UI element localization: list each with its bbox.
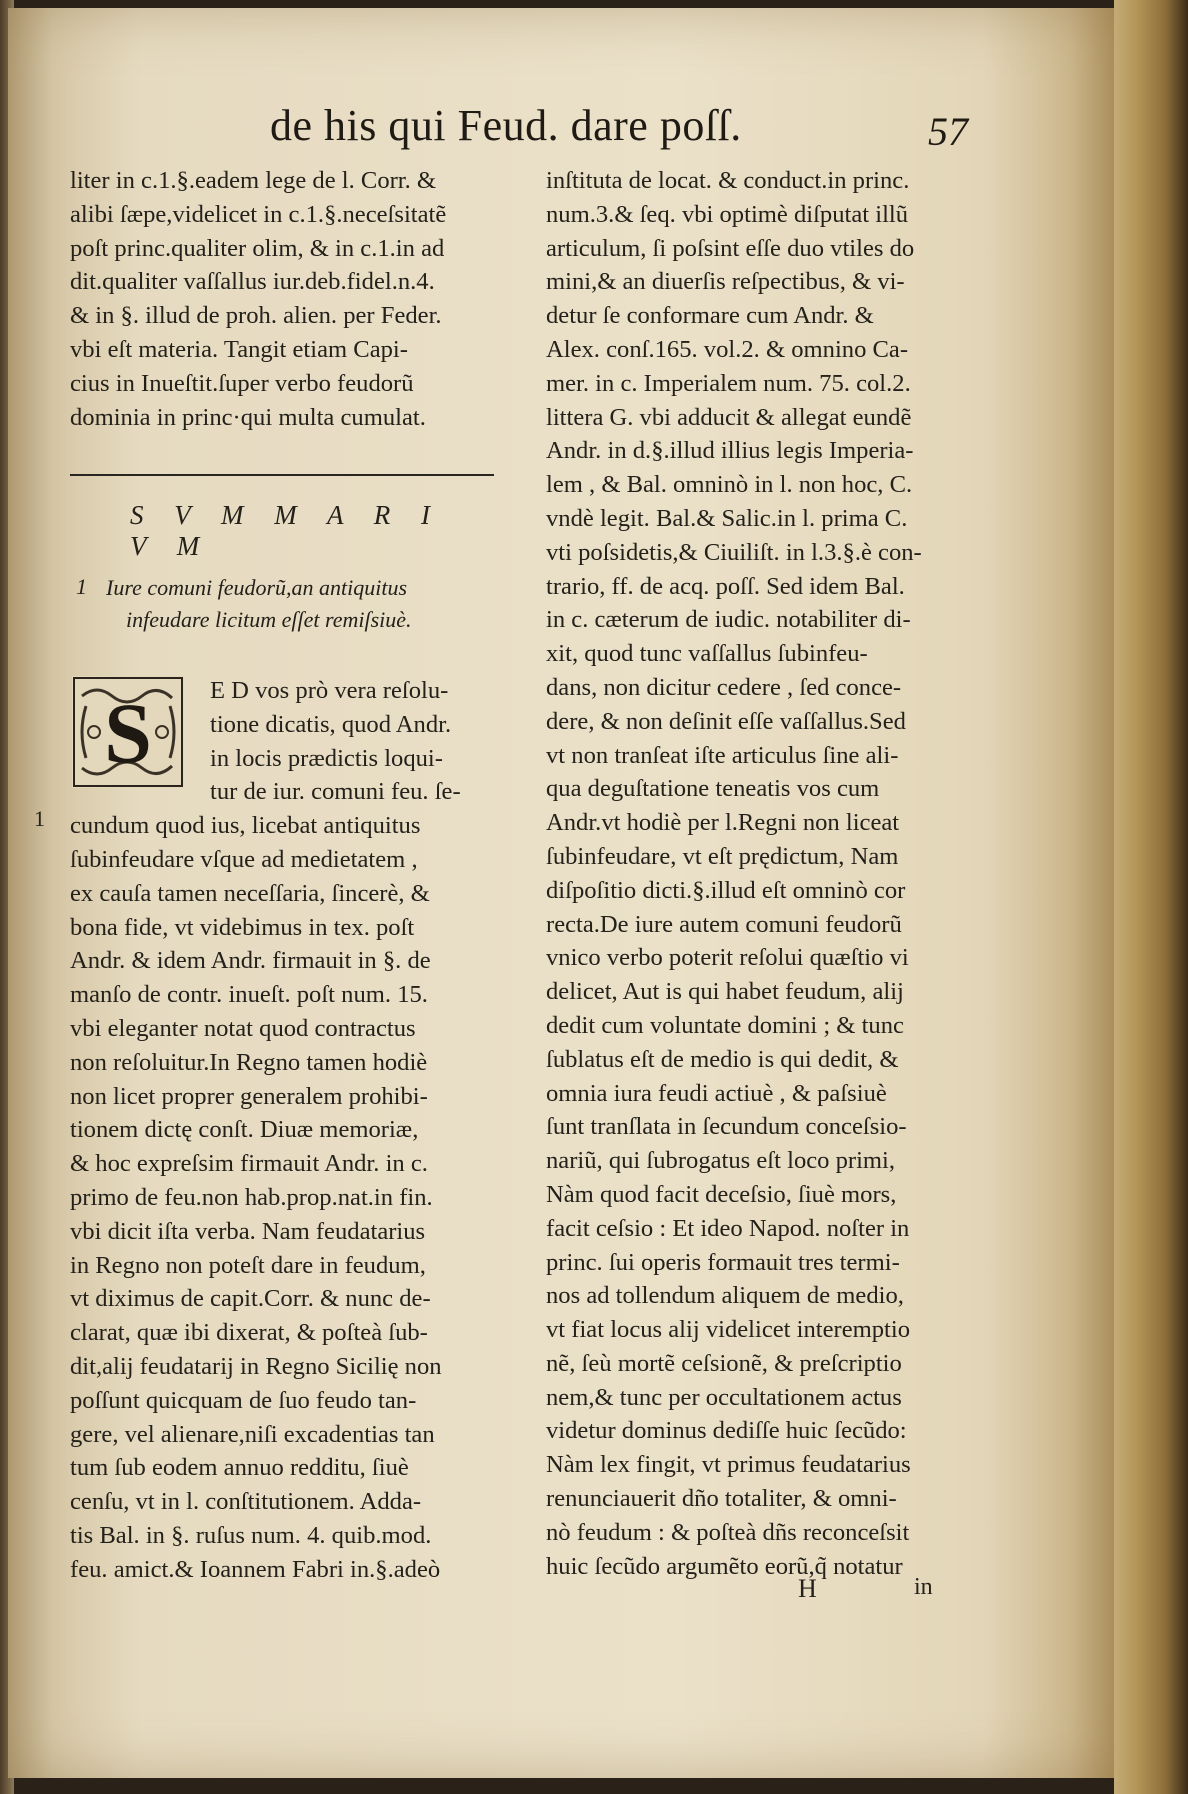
text-line: in c. cæterum de iudic. notabiliter di- [546, 606, 911, 634]
text-line: vt diximus de capit.Corr. & nunc de- [70, 1285, 431, 1313]
text-line: renunciauerit dño totaliter, & omni- [546, 1485, 897, 1513]
text-line: Nàm lex fingit, vt primus feudatarius [546, 1451, 911, 1479]
text-line: bona fide, vt videbimus in tex. poſt [70, 913, 415, 941]
text-line: primo de feu.non hab.prop.nat.in fin. [70, 1183, 433, 1211]
text-line: ſublatus eſt de medio is qui dedit, & [546, 1045, 899, 1073]
text-line: omnia iura feudi actiuè , & paſsiuè [546, 1079, 887, 1107]
summarium-line: infeudare licitum eſſet remiſsiuè. [126, 607, 412, 632]
summarium-line: Iure comuni feudorũ,an antiquitus [106, 575, 408, 600]
text-line: delicet, Aut is qui habet feudum, alij [546, 978, 904, 1006]
text-line: vbi eſt materia. Tangit etiam Capi- [70, 335, 408, 363]
text-line: poſt princ.qualiter olim, & in c.1.in ad [70, 234, 445, 262]
text-line: vbi eleganter notat quod contractus [70, 1014, 416, 1042]
text-line: ſunt tranſlata in ſecundum conceſsio- [546, 1113, 907, 1141]
text-line: facit ceſsio : Et ideo Napod. noſter in [546, 1214, 910, 1242]
text-line: nem,& tunc per occultationem actus [546, 1383, 902, 1411]
right-column [546, 164, 976, 1583]
text-line: vbi dicit iſta verba. Nam feudatarius [70, 1217, 426, 1245]
text-line: nẽ, ſeù mortẽ ceſsionẽ, & preſcriptio [546, 1349, 902, 1377]
text-line: gere, vel alienare,niſi excadentias tan [70, 1420, 435, 1448]
text-line: dit,alij feudatarij in Regno Sicilię non [70, 1352, 442, 1380]
page-fore-edge [1114, 0, 1188, 1794]
text-line: cundum quod ius, licebat antiquitus [70, 812, 421, 840]
text-line: num.3.& ſeq. vbi optimè diſputat illũ [546, 200, 909, 228]
text-line: in Regno non poteſt dare in feudum, [70, 1251, 426, 1279]
text-line: Alex. conſ.165. vol.2. & omnino Ca- [546, 335, 909, 363]
text-line: ſubinfeudare vſque ad medietatem , [70, 845, 418, 873]
text-line: cius in Inueſtit.ſuper verbo feudorũ [70, 369, 414, 397]
text-line: lem , & Bal. omninò in l. non hoc, C. [546, 471, 913, 499]
text-line: Andr.vt hodiè per l.Regni non liceat [546, 809, 900, 837]
text-line: qua deguſtatione teneatis vos cum [546, 775, 880, 803]
text-line: mini,& an diuerſis reſpectibus, & vi- [546, 268, 905, 296]
text-line: alibi ſæpe,videlicet in c.1.§.neceſsitatẽ [70, 200, 447, 228]
text-line: recta.De iure autem comuni feudorũ [546, 910, 902, 938]
text-line: nò feudum : & poſteà dñs reconceſsit [546, 1518, 910, 1546]
text-line: cenſu, vt in l. conſtitutionem. Adda- [70, 1488, 422, 1516]
text-line: dans, non dicitur cedere , ſed conce- [546, 673, 902, 701]
text-line: tionem dictę conſt. Diuæ memoriæ, [70, 1116, 419, 1144]
text-line: non reſoluitur.In Regno tamen hodiè [70, 1048, 428, 1076]
text-line: dit.qualiter vaſſallus iur.deb.fidel.n.4. [70, 268, 435, 296]
summarium-text [106, 572, 496, 636]
text-line: huic ſecũdo argumẽto eorũ,q̃ notatur [546, 1552, 903, 1580]
text-line: littera G. vbi adducit & allegat eundẽ [546, 403, 912, 431]
text-line: clarat, quæ ibi dixerat, & poſteà ſub- [70, 1319, 428, 1347]
text-line: ſubinfeudare, vt eſt prędictum, Nam [546, 842, 899, 870]
text-line: dominia in princ·qui multa cumulat. [70, 403, 426, 431]
text-line: trario, ff. de acq. poſſ. Sed idem Bal. [546, 572, 905, 600]
summarium-number: 1 [76, 574, 87, 599]
text-line: dere, & non deſinit eſſe vaſſallus.Sed [546, 707, 906, 735]
text-line: E D vos prò vera reſolu- [210, 677, 449, 704]
text-line: & in §. illud de proh. alien. per Feder. [70, 302, 442, 330]
text-line: vt non tranſeat iſte articulus ſine ali- [546, 741, 899, 769]
text-line: videtur dominus dediſſe huic ſecũdo: [546, 1417, 907, 1445]
text-line: detur ſe conformare cum Andr. & [546, 302, 874, 330]
text-line: tum ſub eodem annuo redditu, ſiuè [70, 1454, 409, 1482]
text-line: nariũ, qui ſubrogatus eſt loco primi, [546, 1147, 896, 1175]
text-line: vndè legit. Bal.& Salic.in l. prima C. [546, 504, 908, 532]
folio-number: 57 [928, 109, 968, 154]
text-line: & hoc expreſsim firmauit Andr. in c. [70, 1150, 428, 1178]
text-line: articulum, ſi poſsint eſſe duo vtiles do [546, 234, 915, 262]
signature-mark: H [798, 1574, 817, 1603]
text-line: dedit cum voluntate domini ; & tunc [546, 1011, 904, 1039]
text-line: non licet proprer generalem prohibi- [70, 1082, 428, 1110]
text-line: tis Bal. in §. ruſus num. 4. quib.mod. [70, 1521, 432, 1549]
text-line: manſo de contr. inueſt. poſt num. 15. [70, 981, 428, 1009]
text-line: Nàm quod facit deceſsio, ſiuè mors, [546, 1180, 897, 1208]
text-line: tione dicatis, quod Andr. [210, 710, 452, 738]
text-line: vti poſsidetis,& Ciuiliſt. in l.3.§.è con- [546, 538, 922, 566]
running-head: de his qui Feud. dare poſſ. [270, 101, 742, 150]
text-line: vnico verbo poterit reſolui quæſtio vi [546, 944, 909, 972]
text-line: nos ad tollendum aliquem de medio, [546, 1282, 904, 1310]
text-line: in locis prædictis loqui- [210, 744, 443, 772]
margin-number: 1 [34, 806, 45, 831]
text-line: poſſunt quicquam de ſuo feudo tan- [70, 1386, 417, 1414]
initial-glyph: S [104, 685, 152, 781]
text-line: ex cauſa tamen neceſſaria, ſincerè, & [70, 879, 430, 907]
decorated-initial-letter [72, 676, 184, 788]
text-line: xit, quod tunc vaſſallus ſubinfeu- [546, 640, 868, 668]
text-line: vt fiat locus alij videlicet interemptio [546, 1316, 911, 1344]
left-column-body [70, 674, 500, 1587]
text-line: Andr. in d.§.illud illius legis Imperia- [546, 437, 914, 465]
left-column-top [70, 164, 500, 434]
text-line: mer. in c. Imperialem num. 75. col.2. [546, 369, 911, 397]
section-rule [70, 474, 494, 476]
text-line: Andr. & idem Andr. firmauit in §. de [70, 947, 431, 975]
text-line: tur de iur. comuni feu. ſe- [210, 778, 461, 806]
catchword: in [914, 1574, 933, 1600]
text-line: liter in c.1.§.eadem lege de l. Corr. & [70, 167, 437, 194]
summarium-heading: S V M M A R I V M [130, 500, 442, 561]
text-line: feu. amict.& Ioannem Fabri in.§.adeò [70, 1555, 441, 1583]
text-line: diſpoſitio dicti.§.illud eſt omninò cor [546, 876, 906, 904]
text-line: inſtituta de locat. & conduct.in princ. [546, 167, 910, 194]
text-line: princ. ſui operis formauit tres termi- [546, 1248, 900, 1276]
